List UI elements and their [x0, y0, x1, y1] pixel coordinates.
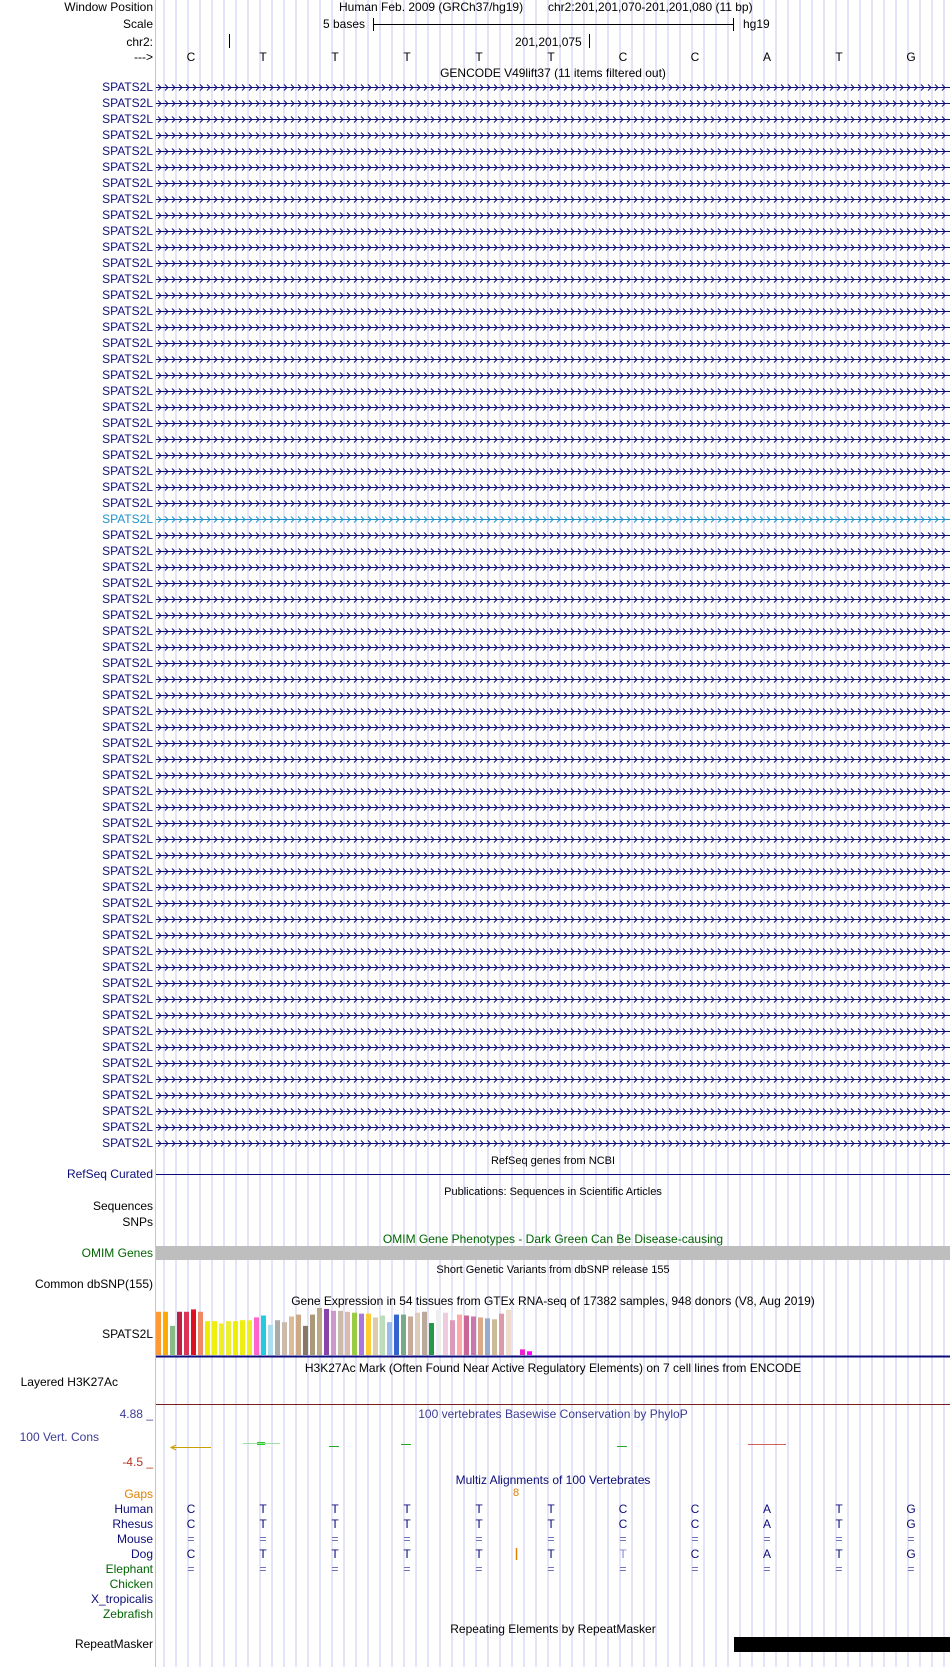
multiz-base: T	[403, 1547, 411, 1561]
multiz-base: T	[547, 1517, 555, 1531]
gene-item-label[interactable]: SPATS2L	[102, 592, 153, 606]
multiz-base: =	[331, 1562, 339, 1576]
gene-item-label[interactable]: SPATS2L	[102, 240, 153, 254]
multiz-gap-count: 8	[513, 1487, 520, 1499]
gene-item-line[interactable]	[156, 517, 950, 523]
gtex-tissue-bar	[317, 1308, 322, 1355]
multiz-base: C	[186, 1517, 196, 1531]
repeatmasker-track-label[interactable]: RepeatMasker	[74, 1637, 153, 1651]
gene-item-line[interactable]	[156, 1093, 950, 1099]
multiz-base: =	[187, 1562, 195, 1576]
refseq-track-label[interactable]: RefSeq Curated	[66, 1167, 153, 1181]
gtex-tissue-bar	[170, 1326, 175, 1355]
gene-item-line[interactable]	[156, 181, 950, 187]
gene-item-label[interactable]: SPATS2L	[102, 1120, 153, 1134]
gtex-tissue-bar	[226, 1321, 231, 1355]
gtex-tissue-bar	[471, 1316, 476, 1355]
multiz-base: C	[690, 1517, 700, 1531]
multiz-species-label[interactable]: Chicken	[109, 1577, 153, 1591]
gene-item-line[interactable]	[156, 1109, 950, 1115]
publications-snps-label: SNPs	[122, 1215, 153, 1229]
multiz-base: =	[763, 1562, 771, 1576]
dbsnp-track-label[interactable]: Common dbSNP(155)	[34, 1277, 153, 1291]
gtex-tissue-bar	[282, 1322, 287, 1355]
gene-item-line[interactable]	[156, 565, 950, 571]
multiz-base: T	[835, 1547, 843, 1561]
gene-item-line[interactable]	[156, 373, 950, 379]
gene-item-label[interactable]: SPATS2L	[102, 176, 153, 190]
gene-item-label[interactable]: SPATS2L	[102, 1040, 153, 1054]
h3k27ac-track-title: H3K27Ac Mark (Often Found Near Active Regulatory Elements) on 7 cell lines from ENCODE	[304, 1361, 802, 1375]
conservation-min-label: -4.5 _	[122, 1455, 153, 1469]
gtex-tissue-bar	[184, 1312, 189, 1355]
conservation-track-title: 100 vertebrates Basewise Conservation by PhyloP	[418, 1407, 688, 1421]
gene-item-label[interactable]: SPATS2L	[102, 128, 153, 142]
gene-item-label[interactable]: SPATS2L	[102, 96, 153, 110]
gene-item-line[interactable]	[156, 1125, 950, 1131]
multiz-base: T	[259, 1502, 267, 1516]
multiz-base: =	[835, 1562, 843, 1576]
multiz-base: =	[331, 1532, 339, 1546]
multiz-base: =	[475, 1562, 483, 1576]
gtex-tissue-bar	[191, 1309, 196, 1355]
base-letter: C	[690, 50, 700, 64]
multiz-base: =	[547, 1532, 555, 1546]
gtex-tissue-bar	[247, 1320, 252, 1355]
gtex-tissue-bar	[338, 1311, 343, 1355]
multiz-base: =	[835, 1532, 843, 1546]
gtex-tissue-bar	[429, 1323, 434, 1355]
window-position-label: Window Position	[64, 0, 153, 14]
gene-item-line[interactable]	[156, 293, 950, 299]
coordinate-label: 201,201,075	[515, 35, 582, 49]
gene-item-line[interactable]	[156, 933, 950, 939]
gene-item-label[interactable]: SPATS2L	[102, 80, 153, 94]
gene-item-label[interactable]: SPATS2L	[102, 1056, 153, 1070]
gene-item-label[interactable]: SPATS2L	[102, 624, 153, 638]
gene-item-line[interactable]	[156, 805, 950, 811]
omim-gene-bar	[156, 1246, 950, 1260]
gene-item-line[interactable]	[156, 901, 950, 907]
gtex-tissue-bar	[296, 1315, 301, 1355]
assembly-title: Human Feb. 2009 (GRCh37/hg19)	[339, 0, 524, 14]
multiz-base: =	[907, 1532, 915, 1546]
gtex-tissue-bar	[240, 1320, 245, 1355]
gene-item-line[interactable]	[156, 869, 950, 875]
multiz-base: G	[906, 1502, 916, 1516]
gene-item-line[interactable]	[156, 1061, 950, 1067]
gtex-tissue-bar	[520, 1349, 525, 1355]
gene-item-line[interactable]	[156, 469, 950, 475]
multiz-base: T	[403, 1517, 411, 1531]
gtex-tissue-bar	[275, 1320, 280, 1355]
base-letter: C	[186, 50, 196, 64]
gene-item-line[interactable]	[156, 709, 950, 715]
multiz-base: =	[547, 1562, 555, 1576]
multiz-species-label[interactable]: Elephant	[105, 1562, 153, 1576]
base-letter: T	[259, 50, 267, 64]
multiz-base: T	[475, 1502, 483, 1516]
gene-item-label[interactable]: SPATS2L	[102, 672, 153, 686]
gene-item-label[interactable]: SPATS2L	[102, 1008, 153, 1022]
scale-label: Scale	[122, 17, 153, 31]
gene-item-line[interactable]	[156, 277, 950, 283]
gtex-tissue-bar	[268, 1325, 273, 1355]
gtex-tissue-bar	[527, 1351, 532, 1355]
gene-item-line[interactable]	[156, 213, 950, 219]
multiz-base: T	[547, 1547, 555, 1561]
gene-item-label[interactable]: SPATS2L	[102, 816, 153, 830]
multiz-track-title: Multiz Alignments of 100 Vertebrates	[455, 1473, 651, 1487]
gtex-tissue-bar	[345, 1312, 350, 1355]
db-label: hg19	[743, 17, 770, 31]
gtex-tissue-bar	[394, 1315, 399, 1355]
multiz-species-label[interactable]: Zebrafish	[102, 1607, 153, 1621]
conservation-max-label: 4.88 _	[119, 1407, 153, 1421]
gene-item-line[interactable]	[156, 741, 950, 747]
multiz-base: T	[619, 1547, 627, 1561]
multiz-base: A	[762, 1517, 771, 1531]
gtex-tissue-bar	[373, 1317, 378, 1355]
gtex-tissue-bar	[436, 1310, 441, 1355]
multiz-species-label[interactable]: Human	[114, 1502, 153, 1516]
gene-item-line[interactable]	[156, 533, 950, 539]
gtex-tissue-bar	[401, 1315, 406, 1355]
gencode-track-title: GENCODE V49lift37 (11 items filtered out)	[440, 66, 666, 80]
multiz-base: T	[547, 1502, 555, 1516]
chr-label: chr2:	[126, 35, 153, 49]
gene-item-label[interactable]: SPATS2L	[102, 160, 153, 174]
gene-item-line[interactable]	[156, 821, 950, 827]
gene-item-label[interactable]: SPATS2L	[102, 448, 153, 462]
base-letter: C	[618, 50, 628, 64]
gene-item-line[interactable]	[156, 389, 950, 395]
gene-item-label[interactable]: SPATS2L	[102, 976, 153, 990]
multiz-species-label[interactable]: Mouse	[116, 1532, 153, 1546]
scale-text: 5 bases	[323, 17, 366, 31]
gene-item-line[interactable]	[156, 917, 950, 923]
gene-item-label[interactable]: SPATS2L	[102, 736, 153, 750]
gene-item-label[interactable]: SPATS2L	[102, 864, 153, 878]
gene-item-line[interactable]	[156, 437, 950, 443]
multiz-base: =	[619, 1532, 627, 1546]
gene-item-label[interactable]: SPATS2L	[102, 704, 153, 718]
gtex-tissue-bar	[352, 1313, 357, 1355]
gene-item-line[interactable]	[156, 693, 950, 699]
multiz-species-label[interactable]: Dog	[130, 1547, 153, 1561]
gene-item-line[interactable]	[156, 1013, 950, 1019]
gene-item-line[interactable]	[156, 725, 950, 731]
gene-item-line[interactable]	[156, 997, 950, 1003]
gene-item-label[interactable]: SPATS2L	[102, 496, 153, 510]
gene-item-line[interactable]	[156, 677, 950, 683]
gtex-tissue-bar	[233, 1321, 238, 1355]
gene-item-label[interactable]: SPATS2L	[102, 272, 153, 286]
gene-item-label[interactable]: SPATS2L	[102, 528, 153, 542]
gene-item-line[interactable]	[156, 357, 950, 363]
multiz-base: =	[403, 1532, 411, 1546]
gene-item-line[interactable]	[156, 949, 950, 955]
gene-item-line[interactable]	[156, 1141, 950, 1147]
gene-item-line[interactable]	[156, 501, 950, 507]
multiz-base: =	[907, 1562, 915, 1576]
gene-item-label[interactable]: SPATS2L	[102, 688, 153, 702]
gene-item-line[interactable]	[156, 453, 950, 459]
gtex-track-title: Gene Expression in 54 tissues from GTEx RNA-seq of 17382 samples, 948 donors (V8, Aug 2019)	[291, 1294, 815, 1308]
gtex-tissue-bar	[219, 1324, 224, 1355]
multiz-base: T	[331, 1502, 339, 1516]
gene-item-label[interactable]: SPATS2L	[102, 144, 153, 158]
gtex-track-label[interactable]: SPATS2L	[102, 1327, 153, 1341]
multiz-base: T	[475, 1517, 483, 1531]
publications-track-title: Publications: Sequences in Scientific Articles	[444, 1186, 662, 1198]
gtex-tissue-bar	[443, 1313, 448, 1355]
gene-item-label[interactable]: SPATS2L	[102, 784, 153, 798]
gtex-tissue-bar	[324, 1309, 329, 1355]
gtex-tissue-bar	[415, 1313, 420, 1355]
multiz-base: C	[690, 1502, 700, 1516]
gene-item-label[interactable]: SPATS2L	[102, 608, 153, 622]
gtex-tissue-bar	[303, 1326, 308, 1355]
gene-item-line[interactable]	[156, 1077, 950, 1083]
gene-item-line[interactable]	[156, 645, 950, 651]
gene-item-line[interactable]	[156, 325, 950, 331]
gene-item-label[interactable]: SPATS2L	[102, 640, 153, 654]
gene-item-line[interactable]	[156, 133, 950, 139]
gtex-tissue-bar	[366, 1314, 371, 1355]
gene-item-label[interactable]: SPATS2L	[102, 832, 153, 846]
gtex-tissue-bar	[499, 1314, 504, 1355]
gene-item-label[interactable]: SPATS2L	[102, 224, 153, 238]
gene-item-line[interactable]	[156, 757, 950, 763]
gene-item-line[interactable]	[156, 965, 950, 971]
gene-item-label[interactable]: SPATS2L	[102, 288, 153, 302]
gene-item-line[interactable]	[156, 661, 950, 667]
multiz-base: C	[186, 1547, 196, 1561]
multiz-base: T	[403, 1502, 411, 1516]
gtex-tissue-bar	[492, 1319, 497, 1355]
multiz-base: =	[259, 1532, 267, 1546]
gene-item-label[interactable]: SPATS2L	[102, 1104, 153, 1118]
gene-item-label[interactable]: SPATS2L	[102, 368, 153, 382]
gene-item-line[interactable]	[156, 197, 950, 203]
repeatmasker-element-block	[734, 1637, 950, 1652]
gtex-tissue-bar	[254, 1317, 259, 1355]
gtex-tissue-bar	[156, 1312, 161, 1355]
gtex-tissue-bar	[485, 1318, 490, 1355]
gene-item-line[interactable]	[156, 101, 950, 107]
gtex-tissue-bar	[457, 1315, 462, 1355]
gene-item-line[interactable]	[156, 1045, 950, 1051]
gene-item-label[interactable]: SPATS2L	[102, 720, 153, 734]
gtex-tissue-bar	[478, 1317, 483, 1355]
gtex-tissue-bar	[408, 1316, 413, 1355]
gene-item-label[interactable]: SPATS2L	[102, 896, 153, 910]
gene-item-label[interactable]: SPATS2L	[102, 752, 153, 766]
gene-item-label[interactable]: SPATS2L	[102, 416, 153, 430]
multiz-gaps-label: Gaps	[124, 1487, 153, 1501]
gene-item-label[interactable]: SPATS2L	[102, 400, 153, 414]
gene-item-label[interactable]: SPATS2L	[102, 928, 153, 942]
omim-track-title: OMIM Gene Phenotypes - Dark Green Can Be Disease-causing	[382, 1232, 724, 1246]
gene-item-label[interactable]: SPATS2L	[102, 352, 153, 366]
gene-item-label[interactable]: SPATS2L	[102, 1072, 153, 1086]
gene-item-line[interactable]	[156, 789, 950, 795]
gene-item-label[interactable]: SPATS2L	[102, 912, 153, 926]
base-letter: T	[835, 50, 843, 64]
gene-item-label[interactable]: SPATS2L	[102, 1136, 153, 1150]
gene-item-label[interactable]: SPATS2L	[102, 1088, 153, 1102]
gene-item-label[interactable]: SPATS2L	[102, 192, 153, 206]
gene-item-label[interactable]: SPATS2L	[102, 800, 153, 814]
gene-item-line[interactable]	[156, 149, 950, 155]
multiz-base: =	[763, 1532, 771, 1546]
gene-item-label[interactable]: SPATS2L	[102, 336, 153, 350]
gene-item-line[interactable]	[156, 597, 950, 603]
gene-item-label[interactable]: SPATS2L	[102, 208, 153, 222]
multiz-species-label[interactable]: X_tropicalis	[90, 1592, 153, 1606]
base-letter: A	[762, 50, 771, 64]
base-letter: T	[403, 50, 411, 64]
multiz-base: T	[835, 1502, 843, 1516]
multiz-base: A	[762, 1502, 771, 1516]
gene-item-line[interactable]	[156, 1029, 950, 1035]
gene-item-line[interactable]	[156, 837, 950, 843]
gene-item-label[interactable]: SPATS2L	[102, 384, 153, 398]
base-letter: T	[547, 50, 555, 64]
gtex-tissue-bar	[310, 1315, 315, 1355]
gene-item-label[interactable]: SPATS2L	[102, 992, 153, 1006]
multiz-base: T	[331, 1517, 339, 1531]
gtex-tissue-bar	[359, 1314, 364, 1355]
gene-item-line[interactable]	[156, 981, 950, 987]
gene-item-line[interactable]	[156, 581, 950, 587]
multiz-base: T	[475, 1547, 483, 1561]
strand-label: --->	[134, 50, 153, 64]
gene-item-label[interactable]: SPATS2L	[102, 432, 153, 446]
multiz-base: C	[618, 1517, 628, 1531]
gtex-tissue-bar	[163, 1312, 168, 1355]
gene-item-label[interactable]: SPATS2L	[102, 1024, 153, 1038]
gene-item-line[interactable]	[156, 261, 950, 267]
gene-item-line[interactable]	[156, 485, 950, 491]
gtex-tissue-bar	[205, 1321, 210, 1355]
gtex-tissue-bar	[513, 1312, 518, 1355]
multiz-base: T	[259, 1517, 267, 1531]
gene-item-line[interactable]	[156, 229, 950, 235]
gene-item-label[interactable]: SPATS2L	[102, 464, 153, 478]
gene-item-label[interactable]: SPATS2L	[102, 544, 153, 558]
multiz-base: T	[331, 1547, 339, 1561]
gene-item-line[interactable]	[156, 405, 950, 411]
refseq-track-title: RefSeq genes from NCBI	[490, 1155, 616, 1167]
multiz-base: C	[618, 1502, 628, 1516]
base-letter: G	[906, 50, 916, 64]
gene-item-line[interactable]	[156, 117, 950, 123]
gene-item-line[interactable]	[156, 613, 950, 619]
gtex-tissue-bar	[506, 1310, 511, 1355]
gene-item-line[interactable]	[156, 309, 950, 315]
gene-item-line[interactable]	[156, 341, 950, 347]
gtex-tissue-bar	[464, 1316, 469, 1355]
multiz-species-label[interactable]: Rhesus	[112, 1517, 153, 1531]
base-letter: T	[475, 50, 483, 64]
repeatmasker-track-title: Repeating Elements by RepeatMasker	[450, 1622, 656, 1636]
multiz-base: =	[691, 1562, 699, 1576]
gene-item-label[interactable]: SPATS2L	[102, 512, 153, 526]
multiz-base: C	[690, 1547, 700, 1561]
gene-item-label[interactable]: SPATS2L	[102, 768, 153, 782]
gtex-tissue-bar	[422, 1312, 427, 1355]
gene-item-label[interactable]: SPATS2L	[102, 320, 153, 334]
gene-item-line[interactable]	[156, 773, 950, 779]
base-letter: T	[331, 50, 339, 64]
gene-item-label[interactable]: SPATS2L	[102, 112, 153, 126]
gene-item-label[interactable]: SPATS2L	[102, 576, 153, 590]
gene-item-label[interactable]: SPATS2L	[102, 656, 153, 670]
gene-item-label[interactable]: SPATS2L	[102, 944, 153, 958]
multiz-base: A	[762, 1547, 771, 1561]
gtex-tissue-bar	[177, 1312, 182, 1355]
gene-item-label[interactable]: SPATS2L	[102, 304, 153, 318]
position-text: chr2:201,201,070-201,201,080 (11 bp)	[548, 0, 753, 14]
gene-item-line[interactable]	[156, 85, 950, 91]
gene-item-line[interactable]	[156, 165, 950, 171]
multiz-base: =	[259, 1562, 267, 1576]
multiz-base: =	[403, 1562, 411, 1576]
gene-item-label[interactable]: SPATS2L	[102, 848, 153, 862]
multiz-base: T	[835, 1517, 843, 1531]
gtex-tissue-bar	[212, 1321, 217, 1355]
multiz-base: =	[691, 1532, 699, 1546]
multiz-base: =	[187, 1532, 195, 1546]
gene-item-label[interactable]: SPATS2L	[102, 480, 153, 494]
gene-item-label[interactable]: SPATS2L	[102, 880, 153, 894]
multiz-base: C	[186, 1502, 196, 1516]
gtex-tissue-bar	[380, 1316, 385, 1355]
multiz-base: =	[475, 1532, 483, 1546]
multiz-base: G	[906, 1517, 916, 1531]
gtex-tissue-bar	[261, 1316, 266, 1355]
gtex-tissue-bar	[198, 1312, 203, 1355]
gtex-tissue-bar	[387, 1322, 392, 1355]
gene-item-line[interactable]	[156, 629, 950, 635]
gene-item-line[interactable]	[156, 549, 950, 555]
gtex-tissue-bar	[289, 1316, 294, 1355]
gene-item-label[interactable]: SPATS2L	[102, 960, 153, 974]
multiz-base: T	[259, 1547, 267, 1561]
publications-sequences-label: Sequences	[92, 1199, 153, 1213]
gtex-tissue-bar	[450, 1320, 455, 1355]
multiz-base: G	[906, 1547, 916, 1561]
gene-item-line[interactable]	[156, 853, 950, 859]
h3k27ac-track-label[interactable]: Layered H3K27Ac	[20, 1375, 118, 1389]
conservation-track-label[interactable]: 100 Vert. Cons	[19, 1430, 99, 1444]
dbsnp-track-title: Short Genetic Variants from dbSNP release 155	[436, 1264, 670, 1276]
omim-track-label[interactable]: OMIM Genes	[81, 1246, 153, 1260]
gene-item-label[interactable]: SPATS2L	[102, 560, 153, 574]
gene-item-line[interactable]	[156, 245, 950, 251]
gene-item-label[interactable]: SPATS2L	[102, 256, 153, 270]
gtex-tissue-bar	[331, 1311, 336, 1355]
gene-item-line[interactable]	[156, 885, 950, 891]
gene-item-line[interactable]	[156, 421, 950, 427]
multiz-base: =	[619, 1562, 627, 1576]
